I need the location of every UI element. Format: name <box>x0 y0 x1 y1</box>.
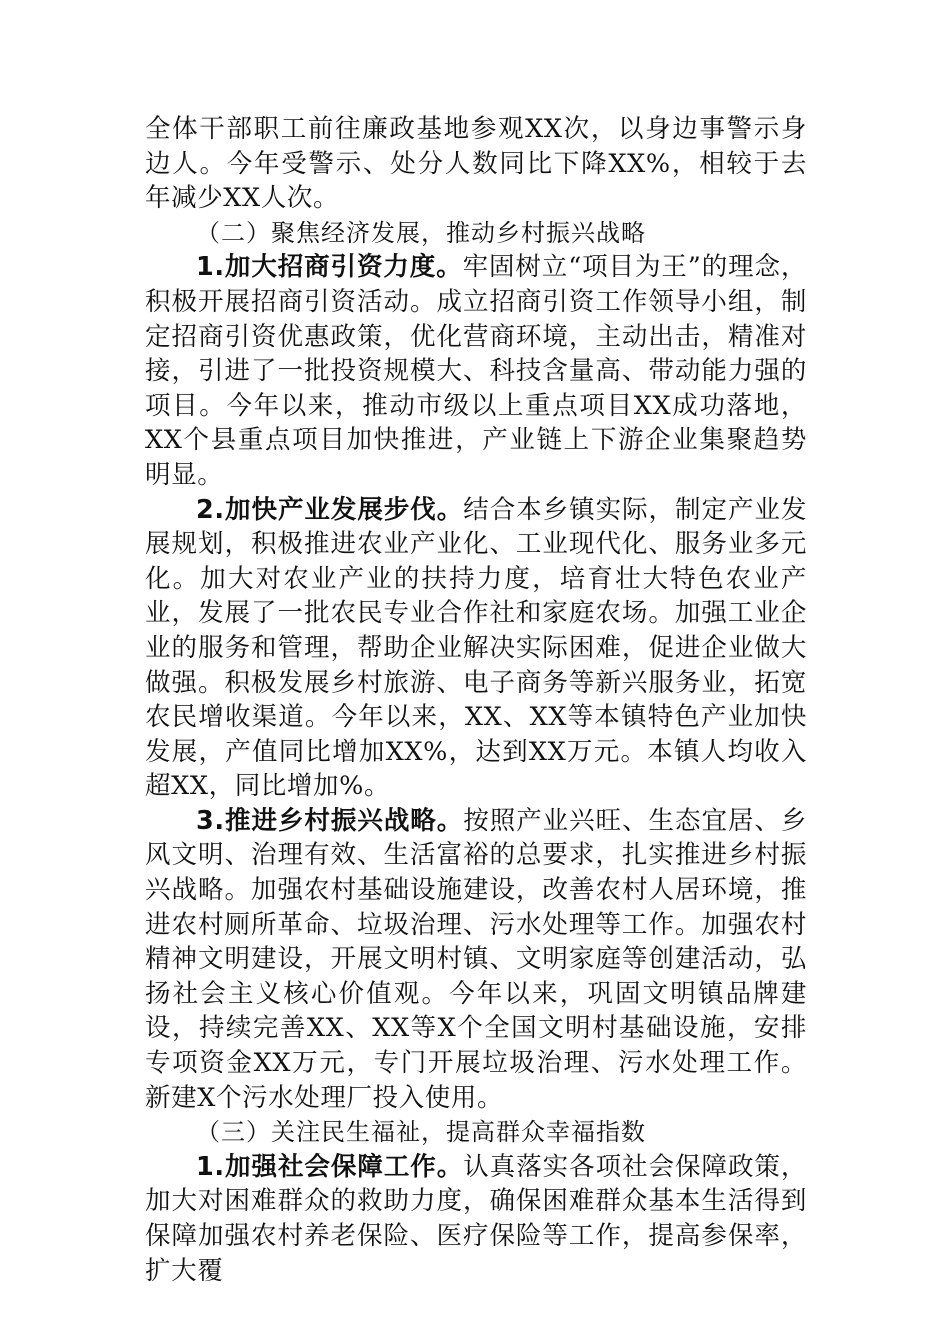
paragraph-item-2-2 <box>145 493 807 804</box>
item-text-2-1: 牢固树立“项目为王”的理念，积极开展招商引资活动。成立招商引资工作领导小组，制定招商引资优惠政策，优化营商环境，主动出击，精准对接，引进了一批投资规模大、科技含量高、带动能力强的项目。今年以来，推动市级以上重点项目XX成功落地，XX个县重点项目加快推进，产业链上下游企业集聚趋势明显。 <box>145 252 807 490</box>
item-text-3-1: 认真落实各项社会保障政策，加大对困难群众的救助力度，确保困难群众基本生活得到保障加强农村养老保险、医疗保险等工作，提高参保率，扩大覆 <box>145 1151 807 1286</box>
item-text-2-3: 按照产业兴旺、生态宜居、乡风文明、治理有效、生活富裕的总要求，扎实推进乡村振兴战略。加强农村基础设施建设，改善农村人居环境，推进农村厕所革命、垃圾治理、污水处理等工作。加强农村精神文明建设，开展文明村镇、文明家庭等创建活动，弘扬社会主义核心价值观。今年以来，巩固文明镇品牌建设，持续完善XX、XX等X个全国文明村基础设施，安排专项资金XX万元，专门开展垃圾治理、污水处理工作。新建X个污水处理厂投入使用。 <box>145 805 807 1113</box>
item-lead-2-1: 1.加大招商引资力度。 <box>196 252 463 283</box>
paragraph-item-3-1 <box>145 1150 807 1288</box>
paragraph-item-2-3 <box>145 804 807 1115</box>
paragraph-item-2-1 <box>145 250 807 492</box>
document-page <box>145 112 807 1288</box>
item-lead-2-3: 3.推进乡村振兴战略。 <box>196 805 464 836</box>
item-lead-3-1: 1.加强社会保障工作。 <box>196 1151 464 1182</box>
section-heading-2: （二）聚焦经济发展，推动乡村振兴战略 <box>196 218 646 247</box>
item-lead-2-2: 2.加快产业发展步伐。 <box>196 494 464 525</box>
paragraph-continuation: 全体干部职工前往廉政基地参观XX次，以身边事警示身边人。今年受警示、处分人数同比下降XX%，相较于去年减少XX人次。 <box>145 114 807 214</box>
section-heading-3: （三）关注民生福祉，提高群众幸福指数 <box>196 1118 646 1147</box>
item-text-2-2: 结合本乡镇实际，制定产业发展规划，积极推进农业产业化、工业现代化、服务业多元化。加大对农业产业的扶持力度，培育壮大特色农业产业，发展了一批农民专业合作社和家庭农场。加强工业企业的服务和管理，帮助企业解决实际困难，促进企业做大做强。积极发展乡村旅游、电子商务等新兴服务业，拓宽农民增收渠道。今年以来，XX、XX等本镇特色产业加快发展，产值同比增加XX%，达到XX万元。本镇人均收入超XX，同比增加%。 <box>145 494 807 802</box>
